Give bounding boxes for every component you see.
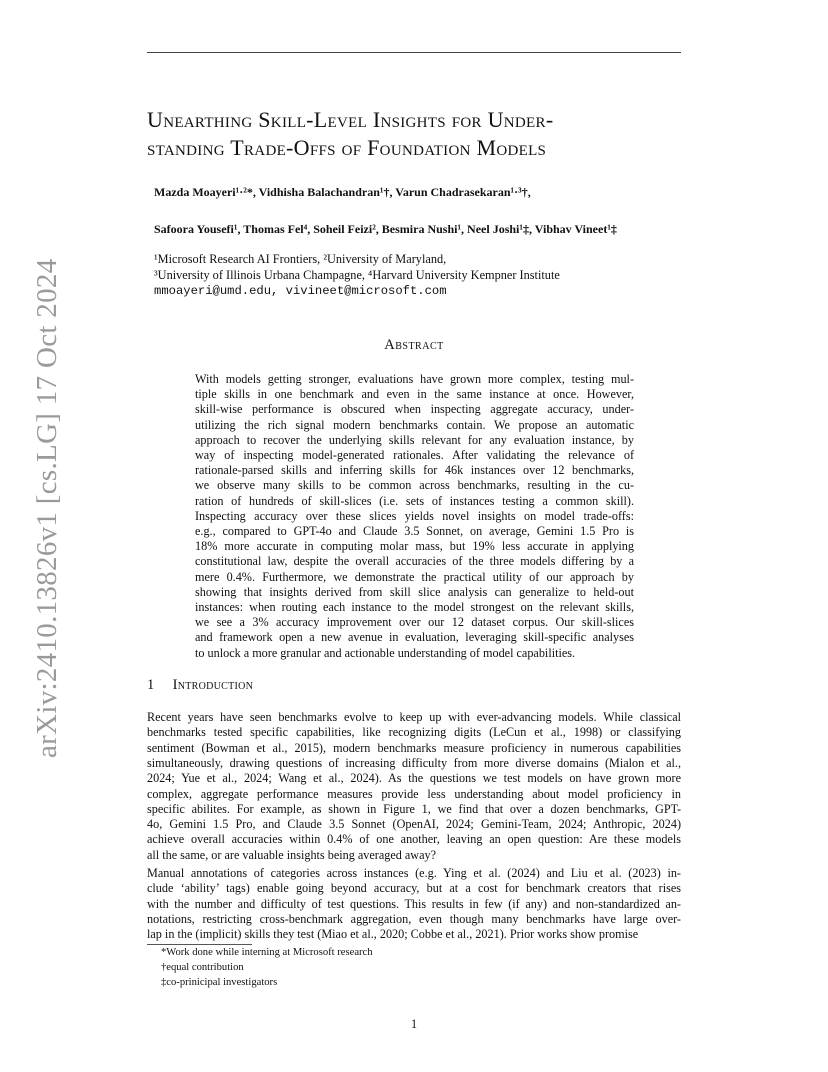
- text-line: with the number and difficulty of test questions. This results in few (if any) and non-standardized an-: [147, 896, 681, 911]
- text-line: rationale-parsed skills and inferring skills for 46k instances over 12 benchmarks,: [195, 463, 634, 478]
- paper-title: [147, 106, 692, 162]
- text-line: utilizing the rich signal modern benchmarks contain. We propose an automatic: [195, 417, 634, 432]
- text-line: e.g., compared to GPT-4o and Claude 3.5 Sonnet, on average, Gemini 1.5 Pro is: [195, 524, 634, 538]
- section-heading: [147, 677, 253, 694]
- text-line: lap in the (implicit) skills they test (Miao et al., 2020; Cobbe et al., 2021). Prior works show promise: [147, 927, 639, 942]
- text-line: 4o, Gemini 1.5 Pro, and Claude 3.5 Sonnet (OpenAI, 2024; Gemini-Team, 2024; Anthropic, 2024): [147, 817, 681, 832]
- text-line: ration of hundreds of skill-slices (i.e. sets of instances testing a common skill).: [195, 493, 634, 508]
- affiliation-line-2: ³University of Illinois Urbana Champagne, ⁴Harvard University Kempner Institute: [154, 268, 560, 282]
- text-line: way of inspecting model-generated rationales. After validating the relevance of: [195, 448, 634, 462]
- text-line: 2024; Yue et al., 2024; Wang et al., 2024). As the questions we test models on have grown more: [147, 771, 681, 786]
- text-line: Inspecting accuracy over these slices yields novel insights on model trade-offs:: [195, 508, 634, 523]
- abstract-heading: Abstract: [384, 337, 444, 353]
- text-line: instances: when routing each instance to the model strongest on the relevant skills,: [195, 600, 634, 614]
- text-line: Manual annotations of categories across instances (e.g. Ying et al. (2024) and Liu et al. (2023) in-: [147, 866, 681, 880]
- text-line: approach to recover the underlying skills relevant for any evaluation instance, by: [195, 432, 634, 447]
- authors-line-1: Mazda Moayeri¹·²*, Vidhisha Balachandran¹†, Varun Chadrasekaran¹·³†,: [154, 185, 531, 199]
- title-line-2: standing Trade-Offs of Foundation Models: [147, 135, 547, 160]
- text-line: sentiment (Bowman et al., 2015), modern benchmarks measure proficiency in numerous capabilities: [147, 740, 681, 755]
- text-line: showing that insights derived from skill slice analysis can generalize to held-out: [195, 584, 634, 599]
- footnote-2: †equal contribution: [161, 962, 244, 973]
- text-line: With models getting stronger, evaluations have grown more complex, testing mul-: [195, 372, 634, 386]
- section-number: 1: [147, 677, 155, 693]
- text-line: clude ‘ability’ tags) enable going beyond accuracy, but at a cost for benchmark creators that rises: [147, 881, 681, 896]
- text-line: specific abilites. For example, as shown in Figure 1, we find that over a dozen benchmarks, GPT-: [147, 801, 681, 816]
- text-line: we observe many skills to be common across benchmarks, resulting in the cu-: [195, 478, 634, 493]
- text-line: to unlock a more granular and actionable understanding of model capabilities.: [195, 645, 576, 660]
- top-rule: [147, 52, 681, 53]
- affiliation-line-1: ¹Microsoft Research AI Frontiers, ²University of Maryland,: [154, 252, 447, 266]
- author-emails: mmoayeri@umd.edu, vivineet@microsoft.com: [154, 284, 447, 298]
- footnote-3: ‡co-prinicipal investigators: [161, 977, 278, 988]
- text-line: Recent years have seen benchmarks evolve to keep up with ever-advancing models. While classical: [147, 710, 681, 724]
- text-line: notations, restricting cross-benchmark aggregation, even though many benchmarks have large over-: [147, 911, 681, 926]
- text-line: simultaneously, drawing questions of increasing difficulty from more diverse domains (Mialon et al.,: [147, 755, 681, 770]
- text-line: skill-wise performance is obscured when inspecting aggregate accuracy, under-: [195, 402, 634, 417]
- page-number: 1: [410, 1017, 418, 1031]
- footnote-1: *Work done while interning at Microsoft research: [161, 947, 373, 958]
- footnote-rule: [147, 944, 252, 945]
- text-line: achieve overall accuracies within 0.4% of one another, leaving an open question: Are these models: [147, 832, 681, 847]
- section-title: Introduction: [172, 677, 254, 693]
- text-line: and framework open a new avenue in evaluation, leveraging skill-specific analyses: [195, 630, 634, 645]
- arxiv-side-stamp: arXiv:2410.13826v1 [cs.LG] 17 Oct 2024: [31, 258, 63, 758]
- text-line: 18% more accurate in computing molar mass, but 19% less accurate in applying: [195, 539, 634, 554]
- text-line: all the same, or are valuable insights being averaged away?: [147, 847, 436, 862]
- text-line: constitutional law, despite the overall accuracies of the three models differing by a: [195, 554, 634, 569]
- text-line: complex, aggregate performance measures provide less understanding about model proficiency in: [147, 786, 681, 801]
- text-line: we see a 3% accuracy improvement over our 12 dataset corpus. Our skill-slices: [195, 615, 634, 630]
- authors-line-2: Safoora Yousefi¹, Thomas Fel⁴, Soheil Feizi², Besmira Nushi¹, Neel Joshi¹‡, Vibhav Vineet¹‡: [154, 222, 617, 236]
- text-line: benchmarks tested specific capabilities, like recognizing digits (LeCun et al., 1998) or classifying: [147, 725, 681, 740]
- title-line-1: Unearthing Skill-Level Insights for Under-: [147, 107, 554, 132]
- text-line: tiple skills in one benchmark and even in the same instance at once. However,: [195, 387, 634, 402]
- text-line: mere 0.4%. Furthermore, we demonstrate the practical utility of our approach by: [195, 569, 634, 584]
